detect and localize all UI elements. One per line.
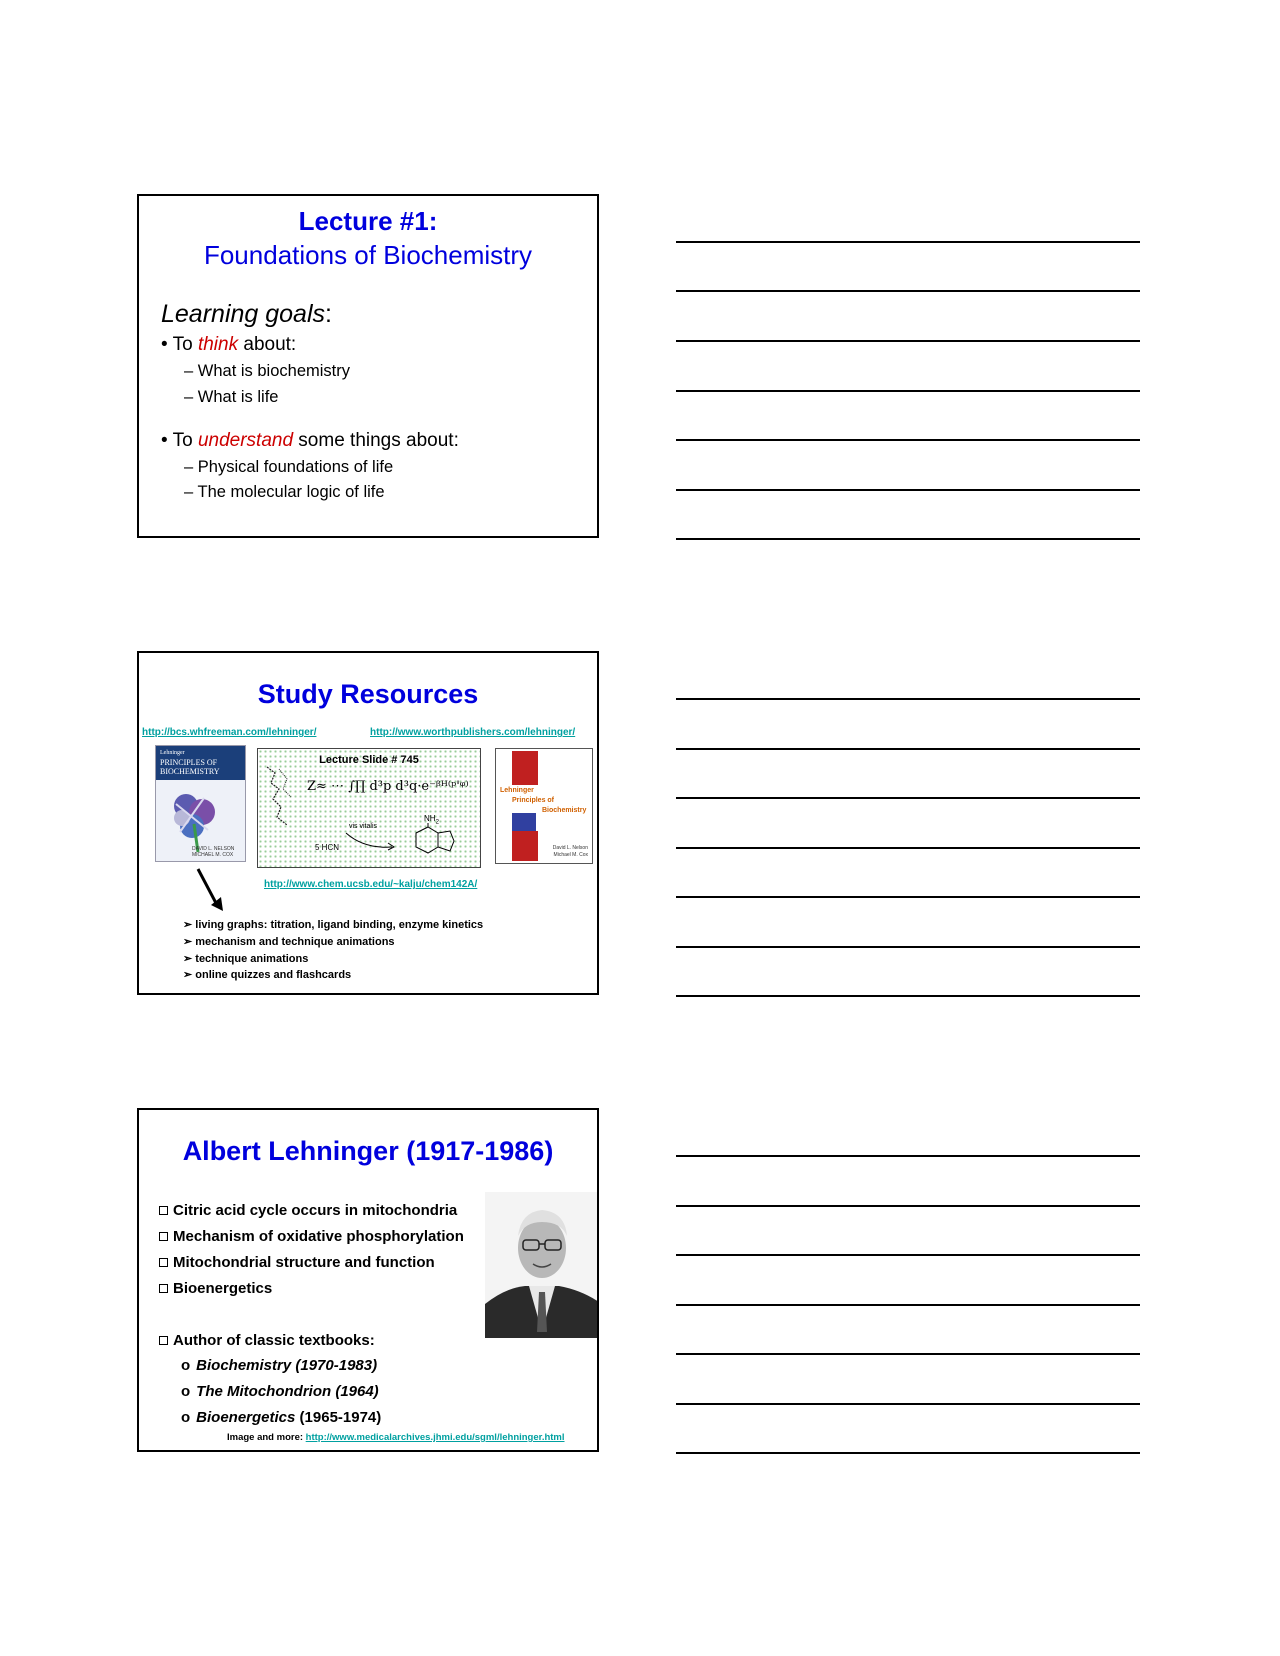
author-heading: Author of classic textbooks: (159, 1332, 375, 1349)
partition-function-equation: Z≈ ⋯ ∫∏ d³p d³q·e⁻ᵝᴴ⁽ᵖ'ᵠ⁾ (307, 779, 469, 794)
note-line (676, 1353, 1140, 1355)
achievement-item: Bioenergetics (159, 1280, 272, 1297)
textbook-cover-left (155, 745, 246, 862)
goal-bullet: • To understand some things about: (161, 430, 459, 451)
textbook-cover-right (495, 748, 593, 864)
textbook-item: o Biochemistry (1970-1983) (181, 1357, 378, 1374)
note-line (676, 847, 1140, 849)
note-line (676, 1155, 1140, 1157)
protein-structure-icon (164, 784, 226, 854)
note-line (676, 489, 1140, 491)
note-line (676, 1452, 1140, 1454)
goal-sub-item: – What is biochemistry (184, 362, 350, 380)
note-line (676, 290, 1140, 292)
note-line (676, 797, 1140, 799)
slide-subtitle: Foundations of Biochemistry (203, 240, 533, 270)
lehninger-portrait-icon (485, 1192, 599, 1338)
learning-goals-heading: Learning goals: (161, 300, 332, 328)
note-line (676, 1304, 1140, 1306)
slide-lecture-1 (137, 194, 599, 538)
feature-item: ➢ technique animations (183, 953, 309, 965)
reactant-label: 5 HCN (315, 843, 340, 852)
slide-title: Study Resources (257, 679, 479, 709)
link-whfreeman[interactable]: http://bcs.whfreeman.com/lehninger/ (142, 727, 317, 738)
link-medical-archives[interactable]: http://www.medicalarchives.jhmi.edu/sgml/lehninger.html (305, 1432, 565, 1443)
lecture-slide-thumbnail (257, 748, 481, 868)
vis-vitalis-label: vis vitalis (349, 823, 378, 830)
note-line (676, 1403, 1140, 1405)
adenine-structure-icon (406, 823, 458, 863)
checkbox-icon (159, 1258, 168, 1267)
link-ucsb-course[interactable]: http://www.chem.ucsb.edu/~kalju/chem142A/ (264, 879, 478, 890)
achievement-item: Mechanism of oxidative phosphorylation (159, 1228, 464, 1245)
textbook-item: o Bioenergetics (1965-1974) (181, 1409, 382, 1426)
cover-title: Lehninger Principles of Biochemistry (500, 787, 587, 814)
note-line (676, 1205, 1140, 1207)
nh2-label: $NH_2$ (424, 814, 439, 826)
cover-image-top (512, 751, 538, 785)
note-line (676, 340, 1140, 342)
note-line (676, 241, 1140, 243)
note-line (676, 896, 1140, 898)
checkbox-icon (159, 1206, 168, 1215)
slide-study-resources (137, 651, 599, 995)
cover-image-bottom (512, 831, 538, 861)
slide-albert-lehninger (137, 1108, 599, 1452)
note-line (676, 390, 1140, 392)
note-line (676, 995, 1140, 997)
goal-sub-item: – What is life (184, 388, 279, 406)
link-worthpublishers[interactable]: http://www.worthpublishers.com/lehninger/ (370, 727, 576, 738)
lecture-slide-title: Lecture Slide # 745 (319, 754, 419, 766)
note-line (676, 439, 1140, 441)
note-line (676, 538, 1140, 540)
note-line (676, 748, 1140, 750)
goal-sub-item: – Physical foundations of life (184, 458, 394, 476)
feature-item: ➢ mechanism and technique animations (183, 936, 395, 948)
goal-sub-item: – The molecular logic of life (184, 483, 385, 501)
cover-title-band: Lehninger PRINCIPLES OF BIOCHEMISTRY (156, 746, 245, 780)
image-credit: Image and more: http://www.medicalarchives.jhmi.edu/sgml/lehninger.html (227, 1432, 565, 1443)
note-line (676, 946, 1140, 948)
feature-item: ➢ online quizzes and flashcards (183, 969, 352, 981)
checkbox-icon (159, 1232, 168, 1241)
slide-title: Albert Lehninger (1917-1986) (182, 1136, 554, 1166)
slide-title: Lecture #1: (298, 206, 438, 236)
checkbox-icon (159, 1284, 168, 1293)
scribble-drawing-icon (261, 759, 303, 829)
cover-authors: DAVID L. NELSON MICHAEL M. COX (192, 846, 235, 858)
feature-item: ➢ living graphs: titration, ligand binding, enzyme kinetics (183, 919, 484, 931)
note-line (676, 698, 1140, 700)
note-line (676, 1254, 1140, 1256)
achievement-item: Mitochondrial structure and function (159, 1254, 435, 1271)
reaction-arrow-icon (344, 829, 398, 851)
checkbox-icon (159, 1336, 168, 1345)
achievement-item: Citric acid cycle occurs in mitochondria (159, 1202, 457, 1219)
cover-authors: David L. Nelson Michael M. Cox (552, 845, 588, 858)
goal-bullet: • To think about: (161, 334, 297, 355)
pointer-arrow-icon (195, 867, 225, 913)
textbook-item: o The Mitochondrion (1964) (181, 1383, 379, 1400)
